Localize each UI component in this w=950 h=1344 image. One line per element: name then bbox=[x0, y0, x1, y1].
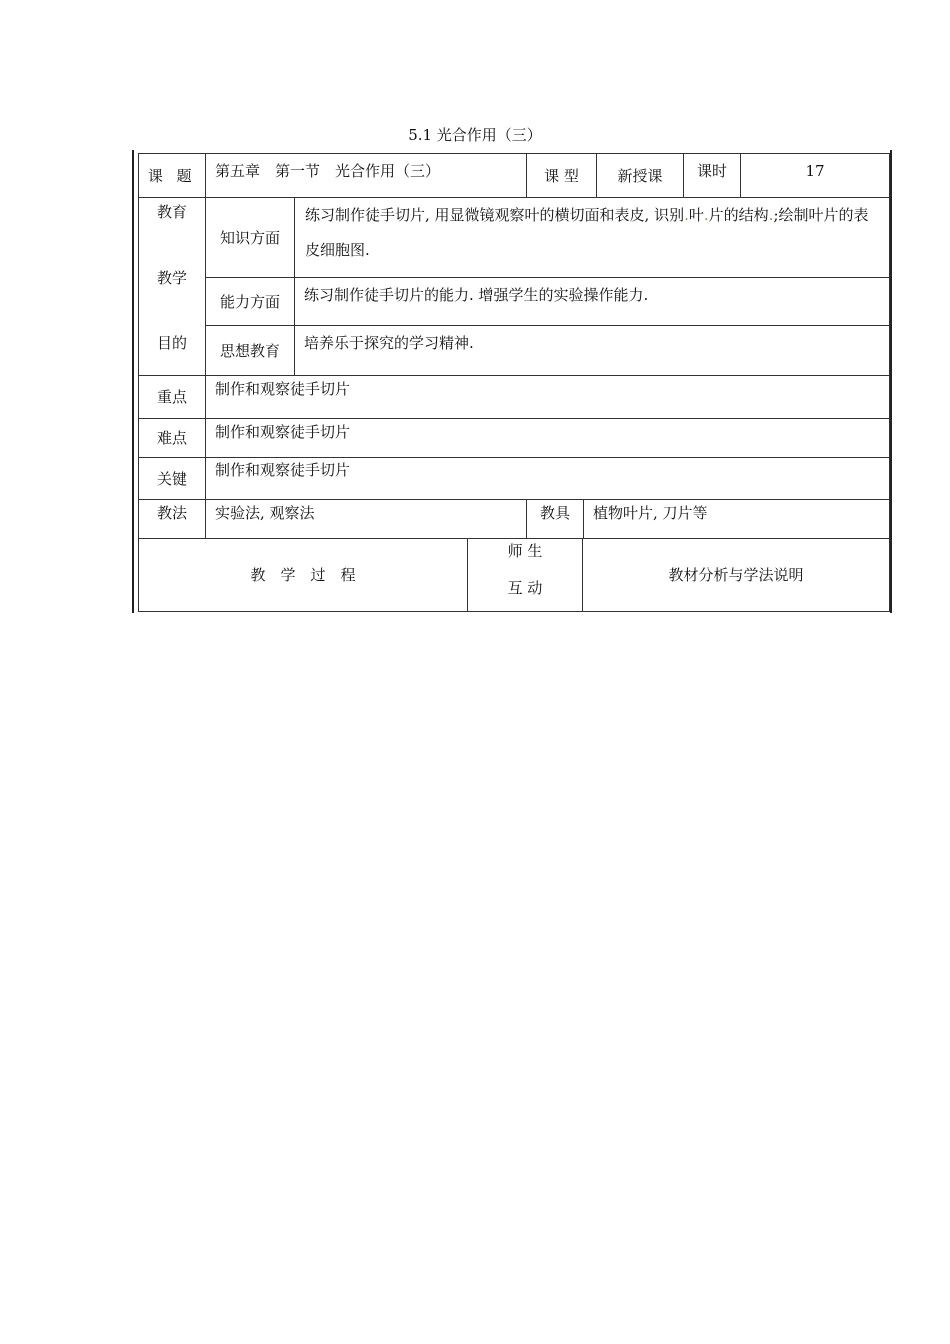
difficulty-label-text: 难点 bbox=[156, 429, 187, 447]
lesson-type-value-text: 新授课 bbox=[617, 166, 663, 185]
ability-label bbox=[205, 277, 295, 326]
moral-label-text: 思想教育 bbox=[219, 341, 280, 360]
key-point-label-text: 重点 bbox=[156, 388, 187, 406]
emphasis-dot: . bbox=[684, 206, 689, 224]
knowledge-text-part-2: 叶 bbox=[688, 206, 704, 224]
moral-text-content: 培养乐于探究的学习精神. bbox=[304, 334, 474, 352]
moral-label bbox=[205, 325, 295, 376]
lesson-type-label-text: 课 型 bbox=[544, 166, 579, 185]
topic-value-text: 第五章 第一节 光合作用（三） bbox=[215, 162, 441, 180]
difficulty-text bbox=[205, 418, 890, 458]
lesson-type-value bbox=[596, 153, 684, 198]
key-point-text bbox=[205, 375, 890, 419]
objectives-label bbox=[138, 197, 206, 376]
process-header-text: 教 学 过 程 bbox=[250, 566, 356, 584]
document-title: 5.1 光合作用（三） bbox=[408, 126, 542, 144]
interaction-header bbox=[467, 538, 583, 612]
moral-text bbox=[294, 325, 890, 376]
emphasis-dot: . bbox=[768, 206, 774, 224]
knowledge-label-text: 知识方面 bbox=[219, 228, 280, 247]
knowledge-text-part-3: 片的结构 bbox=[708, 206, 769, 224]
objectives-label-line-2: 教学 bbox=[156, 268, 187, 287]
hours-label-text: 课时 bbox=[696, 162, 727, 180]
emphasis-dot: . bbox=[703, 206, 709, 224]
objectives-label-line-1: 教育 bbox=[156, 203, 187, 221]
ability-text bbox=[294, 277, 890, 326]
lesson-plan-table bbox=[132, 150, 892, 613]
knowledge-text-part-1: 练习制作徒手切片, 用显微镜观察叶的横切面和表皮, 识别 bbox=[305, 206, 685, 224]
crux-text bbox=[205, 457, 890, 500]
tools-label-text: 教具 bbox=[539, 504, 570, 522]
interaction-header-line-2: 互 动 bbox=[507, 579, 543, 597]
hours-value bbox=[740, 153, 890, 198]
ability-text-content: 练习制作徒手切片的能力. 增强学生的实验操作能力. bbox=[304, 286, 649, 304]
knowledge-label bbox=[205, 197, 295, 278]
key-point-label bbox=[138, 375, 206, 419]
hours-label bbox=[683, 153, 741, 198]
difficulty-text-content: 制作和观察徒手切片 bbox=[215, 423, 351, 441]
interaction-header-line-1: 师 生 bbox=[507, 542, 543, 560]
hours-value-text: 17 bbox=[805, 162, 825, 180]
tools-text bbox=[583, 499, 890, 539]
knowledge-text bbox=[294, 197, 890, 278]
difficulty-label bbox=[138, 418, 206, 458]
analysis-header bbox=[582, 538, 890, 612]
method-text bbox=[205, 499, 527, 539]
topic-label bbox=[138, 153, 206, 198]
analysis-header-text: 教材分析与学法说明 bbox=[668, 566, 804, 584]
crux-label bbox=[138, 457, 206, 500]
objectives-label-line-3: 目的 bbox=[156, 334, 187, 352]
method-label bbox=[138, 499, 206, 539]
process-header bbox=[138, 538, 468, 612]
ability-label-text: 能力方面 bbox=[219, 292, 280, 311]
crux-label-text: 关键 bbox=[156, 469, 187, 488]
crux-text-content: 制作和观察徒手切片 bbox=[215, 461, 351, 479]
key-point-text-content: 制作和观察徒手切片 bbox=[215, 380, 351, 398]
knowledge-text-part-4: ;绘制叶片的表皮细胞图. bbox=[305, 206, 869, 259]
topic-value bbox=[205, 153, 527, 198]
topic-label-text: 课 题 bbox=[147, 166, 197, 185]
tools-text-content: 植物叶片, 刀片等 bbox=[593, 504, 708, 522]
lesson-type-label bbox=[526, 153, 597, 198]
method-text-content: 实验法, 观察法 bbox=[215, 504, 315, 522]
method-label-text: 教法 bbox=[156, 504, 187, 522]
tools-label bbox=[526, 499, 584, 539]
